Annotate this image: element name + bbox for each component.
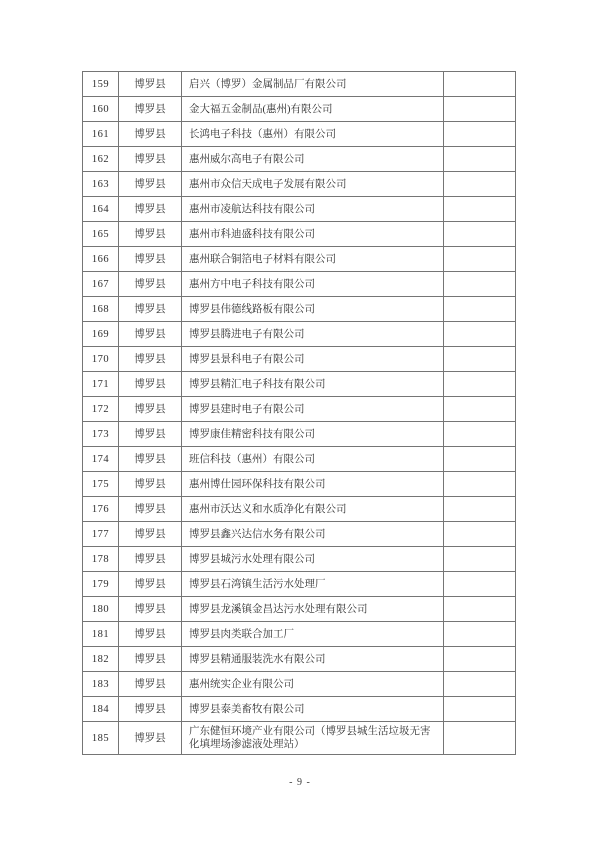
cell-county: 博罗县 [119,347,182,372]
cell-county: 博罗县 [119,222,182,247]
table-row [83,397,516,422]
cell-no: 182 [83,647,119,672]
cell-remark [444,597,516,622]
cell-company: 惠州市沃达义和水质净化有限公司 [182,497,444,522]
cell-remark [444,197,516,222]
cell-county: 博罗县 [119,722,182,755]
table-row [83,297,516,322]
table-row [83,472,516,497]
cell-remark [444,497,516,522]
cell-company: 惠州博仕园环保科技有限公司 [182,472,444,497]
cell-remark [444,522,516,547]
cell-company: 惠州联合铜箔电子材料有限公司 [182,247,444,272]
cell-remark [444,172,516,197]
cell-no: 175 [83,472,119,497]
company-table-body [83,72,516,755]
cell-remark [444,422,516,447]
cell-no: 169 [83,322,119,347]
cell-company: 长鸿电子科技（惠州）有限公司 [182,122,444,147]
cell-remark [444,572,516,597]
table-row [83,322,516,347]
cell-remark [444,622,516,647]
cell-no: 183 [83,672,119,697]
cell-no: 171 [83,372,119,397]
cell-county: 博罗县 [119,97,182,122]
cell-county: 博罗县 [119,472,182,497]
cell-county: 博罗县 [119,622,182,647]
cell-county: 博罗县 [119,497,182,522]
cell-county: 博罗县 [119,397,182,422]
cell-remark [444,722,516,755]
cell-no: 162 [83,147,119,172]
table-row [83,622,516,647]
table-row [83,522,516,547]
cell-company: 博罗县城污水处理有限公司 [182,547,444,572]
page-number: - 9 - [289,777,311,788]
cell-remark [444,297,516,322]
cell-remark [444,72,516,97]
cell-company: 启兴（博罗）金属制品厂有限公司 [182,72,444,97]
cell-county: 博罗县 [119,647,182,672]
table-row [83,697,516,722]
cell-no: 167 [83,272,119,297]
table-row [83,722,516,755]
table-row [83,347,516,372]
cell-no: 179 [83,572,119,597]
cell-company: 博罗县肉类联合加工厂 [182,622,444,647]
cell-county: 博罗县 [119,547,182,572]
cell-no: 181 [83,622,119,647]
cell-no: 178 [83,547,119,572]
table-row [83,122,516,147]
cell-company: 博罗县景科电子有限公司 [182,347,444,372]
cell-remark [444,647,516,672]
cell-company: 博罗县石湾镇生活污水处理厂 [182,572,444,597]
cell-remark [444,472,516,497]
cell-company: 博罗县建时电子有限公司 [182,397,444,422]
table-row [83,422,516,447]
table-row [83,597,516,622]
cell-no: 174 [83,447,119,472]
cell-company: 博罗康佳精密科技有限公司 [182,422,444,447]
cell-company: 博罗县泰美畜牧有限公司 [182,697,444,722]
table-row [83,272,516,297]
cell-remark [444,372,516,397]
table-row [83,647,516,672]
cell-no: 161 [83,122,119,147]
cell-no: 184 [83,697,119,722]
table-row [83,497,516,522]
cell-no: 164 [83,197,119,222]
table-row [83,197,516,222]
table-row [83,147,516,172]
table-row [83,247,516,272]
cell-county: 博罗县 [119,422,182,447]
cell-county: 博罗县 [119,272,182,297]
table-row [83,222,516,247]
cell-no: 185 [83,722,119,755]
cell-remark [444,147,516,172]
company-table [82,71,516,755]
cell-remark [444,547,516,572]
cell-no: 160 [83,97,119,122]
cell-company: 惠州市科迪盛科技有限公司 [182,222,444,247]
cell-remark [444,447,516,472]
cell-county: 博罗县 [119,172,182,197]
cell-company: 惠州威尔高电子有限公司 [182,147,444,172]
cell-no: 177 [83,522,119,547]
cell-company: 博罗县精汇电子科技有限公司 [182,372,444,397]
cell-no: 180 [83,597,119,622]
table-row [83,672,516,697]
cell-company: 惠州市众信天成电子发展有限公司 [182,172,444,197]
table-row [83,547,516,572]
cell-county: 博罗县 [119,247,182,272]
cell-company: 惠州方中电子科技有限公司 [182,272,444,297]
cell-county: 博罗县 [119,697,182,722]
cell-county: 博罗县 [119,72,182,97]
cell-no: 176 [83,497,119,522]
cell-county: 博罗县 [119,122,182,147]
cell-county: 博罗县 [119,572,182,597]
cell-company: 班信科技（惠州）有限公司 [182,447,444,472]
cell-county: 博罗县 [119,297,182,322]
cell-remark [444,247,516,272]
cell-remark [444,322,516,347]
table-row [83,447,516,472]
cell-remark [444,697,516,722]
cell-county: 博罗县 [119,372,182,397]
cell-company: 博罗县鑫兴达信水务有限公司 [182,522,444,547]
cell-county: 博罗县 [119,197,182,222]
cell-company: 广东健恒环境产业有限公司（博罗县城生活垃圾无害化填埋场渗滤液处理站） [182,722,444,755]
table-row [83,72,516,97]
table-row [83,97,516,122]
cell-no: 168 [83,297,119,322]
cell-no: 172 [83,397,119,422]
table-row [83,172,516,197]
cell-remark [444,672,516,697]
cell-no: 170 [83,347,119,372]
cell-no: 165 [83,222,119,247]
cell-remark [444,347,516,372]
cell-no: 163 [83,172,119,197]
cell-company: 博罗县龙溪镇金昌达污水处理有限公司 [182,597,444,622]
cell-county: 博罗县 [119,522,182,547]
cell-county: 博罗县 [119,447,182,472]
cell-no: 166 [83,247,119,272]
cell-company: 金大福五金制品(惠州)有限公司 [182,97,444,122]
table-row [83,572,516,597]
cell-county: 博罗县 [119,147,182,172]
table-row [83,372,516,397]
cell-company: 博罗县伟德线路板有限公司 [182,297,444,322]
cell-company: 惠州统实企业有限公司 [182,672,444,697]
cell-county: 博罗县 [119,322,182,347]
cell-company: 博罗县腾进电子有限公司 [182,322,444,347]
cell-remark [444,222,516,247]
cell-no: 159 [83,72,119,97]
cell-county: 博罗县 [119,672,182,697]
cell-remark [444,272,516,297]
cell-remark [444,97,516,122]
cell-no: 173 [83,422,119,447]
cell-remark [444,397,516,422]
cell-company: 惠州市凌航达科技有限公司 [182,197,444,222]
cell-company: 博罗县精通服装洗水有限公司 [182,647,444,672]
cell-county: 博罗县 [119,597,182,622]
cell-remark [444,122,516,147]
